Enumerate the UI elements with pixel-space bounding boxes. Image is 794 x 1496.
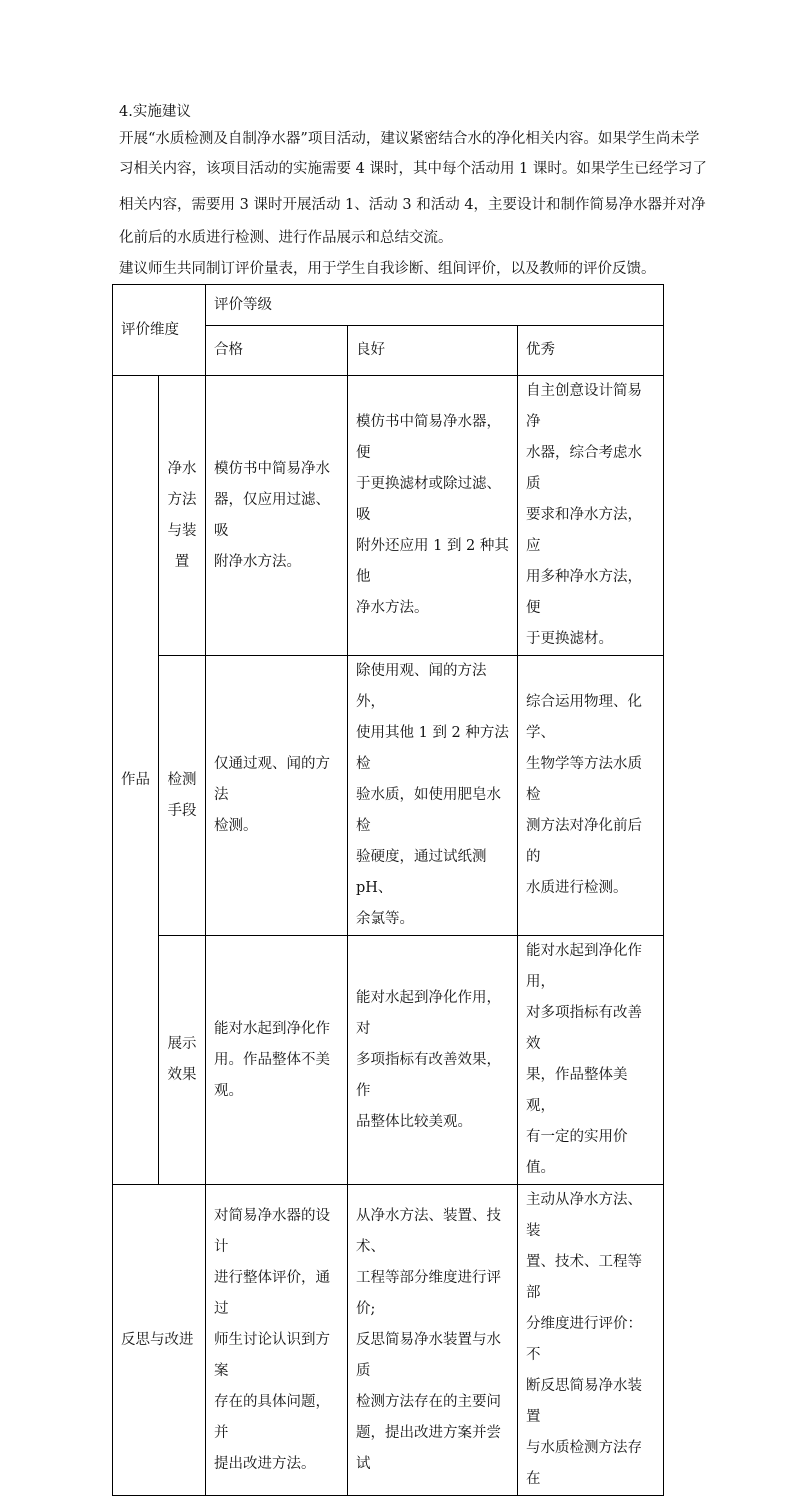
sub-criterion-cell — [159, 936, 206, 1185]
cell-line: 仅通过观、闻的方法 — [214, 756, 330, 803]
pass-cell — [206, 656, 348, 936]
group-works-cell — [113, 376, 159, 1185]
cell-line: 存在的具体问题，并 — [214, 1393, 330, 1441]
good-cell — [348, 656, 518, 936]
cell-line: 于更换滤材。 — [526, 631, 613, 647]
cell-line: 能对水起到净化作用， — [526, 943, 642, 990]
cell-line: 题，提出改进方案并尝试 — [356, 1424, 501, 1472]
cell-line: 工程等部分维度进行评价; — [356, 1269, 501, 1317]
sub-criterion-line: 方法 — [167, 491, 197, 508]
cell-line: 模仿书中简易净水 — [214, 460, 330, 477]
cell-line: 品整体比较美观。 — [356, 1113, 472, 1130]
cell-line: 对简易净水器的设计 — [214, 1207, 330, 1255]
paragraph1-line: 习相关内容，该项目活动的实施需要 4 课时，其中每个活动用 1 课时。如果学生已经学习了 — [119, 161, 707, 177]
good-cell — [348, 936, 518, 1185]
cell-line: 主动从净水方法、装 — [526, 1192, 642, 1239]
excellent-cell — [518, 376, 664, 656]
cell-line: 于更换滤材或除过滤、吸 — [356, 476, 501, 523]
cell-line: 使用其他 1 到 2 种方法检 — [356, 725, 509, 772]
cell-line: 余氯等。 — [356, 911, 414, 927]
pass-cell — [206, 936, 348, 1185]
section-heading: 4.实施建议 — [119, 104, 191, 120]
sub-criterion-line: 检测 — [167, 771, 197, 788]
cell-line: 进行整体评价，通过 — [214, 1269, 330, 1317]
pass-cell — [206, 1185, 348, 1496]
paragraph1-line: 化前后的水质进行检测、进行作品展示和总结交流。 — [119, 230, 453, 246]
group-works-label: 作品 — [121, 771, 150, 788]
sub-criterion-line: 与装 — [167, 522, 197, 539]
sub-criterion-cell — [159, 656, 206, 936]
cell-line: 师生讨论认识到方案 — [214, 1331, 330, 1379]
cell-line: 断反思简易净水装置 — [526, 1378, 642, 1425]
cell-line: 附净水方法。 — [214, 553, 301, 570]
cell-line: 多项指标有改善效果，作 — [356, 1051, 501, 1099]
cell-line: 对多项指标有改善效 — [526, 1005, 642, 1052]
cell-line: 从净水方法、装置、技术、 — [356, 1207, 501, 1255]
cell-line: 净水方法。 — [356, 600, 429, 616]
excellent-cell — [518, 936, 664, 1185]
sub-criterion-line: 净水 — [167, 460, 197, 477]
good-cell — [348, 1185, 518, 1496]
cell-line: 器，仅应用过滤、吸 — [214, 491, 330, 539]
paragraph1-line: 相关内容，需要用 3 课时开展活动 1、活动 3 和活动 4，主要设计和制作简易净水器并对净 — [119, 197, 706, 213]
cell-line: 能对水起到净化作用，对 — [356, 989, 501, 1037]
table-row — [113, 656, 664, 936]
sub-criterion-line: 展示 — [167, 1036, 197, 1052]
cell-line: 测方法对净化前后的 — [526, 818, 642, 865]
header-level: 评价等级 — [214, 296, 272, 313]
cell-line: 附外还应用 1 到 2 种其他 — [356, 538, 509, 585]
cell-line: 要求和净水方法，应 — [526, 507, 642, 554]
excellent-cell — [518, 656, 664, 936]
cell-line: 自主创意设计简易净 — [526, 383, 642, 430]
sub-criterion-line: 效果 — [167, 1067, 197, 1083]
level-pass-header: 合格 — [206, 326, 348, 376]
sub-criterion-cell — [159, 376, 206, 656]
header-dimension: 评价维度 — [121, 321, 179, 338]
pass-cell — [206, 376, 348, 656]
cell-line: 能对水起到净化作 — [214, 1020, 330, 1037]
cell-line: 与水质检测方法存在 — [526, 1440, 642, 1487]
good-cell — [348, 376, 518, 656]
excellent-cell — [518, 1185, 664, 1496]
table-row — [113, 1185, 664, 1496]
cell-line: 验硬度，通过试纸测 pH、 — [356, 849, 487, 896]
table-row — [113, 376, 664, 656]
sub-criterion-line: 置 — [174, 553, 190, 570]
table-row — [113, 936, 664, 1185]
cell-line: 综合运用物理、化学、 — [526, 694, 642, 741]
reflection-label: 反思与改进 — [121, 1331, 194, 1348]
sub-criterion-line: 手段 — [167, 802, 197, 819]
cell-line: 检测。 — [214, 818, 258, 834]
cell-line: 分维度进行评价：不 — [526, 1316, 642, 1363]
cell-line: 用多种净水方法，便 — [526, 569, 642, 616]
header-dimension-cell — [113, 285, 206, 376]
cell-line: 提出改进方法。 — [214, 1455, 316, 1472]
header-level-cell — [206, 285, 664, 326]
cell-line: 检测方法存在的主要问 — [356, 1393, 501, 1410]
level-excellent-header: 优秀 — [518, 326, 664, 376]
cell-line: 用。作品整体不美观。 — [214, 1051, 330, 1099]
cell-line: 验水质，如使用肥皂水检 — [356, 787, 501, 834]
level-good-header: 良好 — [348, 326, 518, 376]
cell-line: 反思简易净水装置与水质 — [356, 1331, 501, 1379]
cell-line: 水器，综合考虑水质 — [526, 445, 642, 492]
cell-line: 果，作品整体美观， — [526, 1067, 628, 1114]
cell-line: 有一定的实用价值。 — [526, 1129, 628, 1176]
cell-line: 置、技术、工程等部 — [526, 1254, 642, 1301]
paragraph2: 建议师生共同制订评价量表，用于学生自我诊断、组间评价，以及教师的评价反馈。 — [119, 261, 656, 277]
cell-line: 水质进行检测。 — [526, 880, 628, 896]
evaluation-table — [112, 284, 664, 1496]
paragraph1-line: 开展“水质检测及自制净水器”项目活动，建议紧密结合水的净化相关内容。如果学生尚未学 — [119, 131, 700, 147]
cell-line: 生物学等方法水质检 — [526, 756, 642, 803]
cell-line: 模仿书中简易净水器，便 — [356, 414, 501, 461]
reflection-label-cell — [113, 1185, 206, 1496]
cell-line: 除使用观、闻的方法外， — [356, 663, 487, 710]
table-header-row — [113, 285, 664, 326]
